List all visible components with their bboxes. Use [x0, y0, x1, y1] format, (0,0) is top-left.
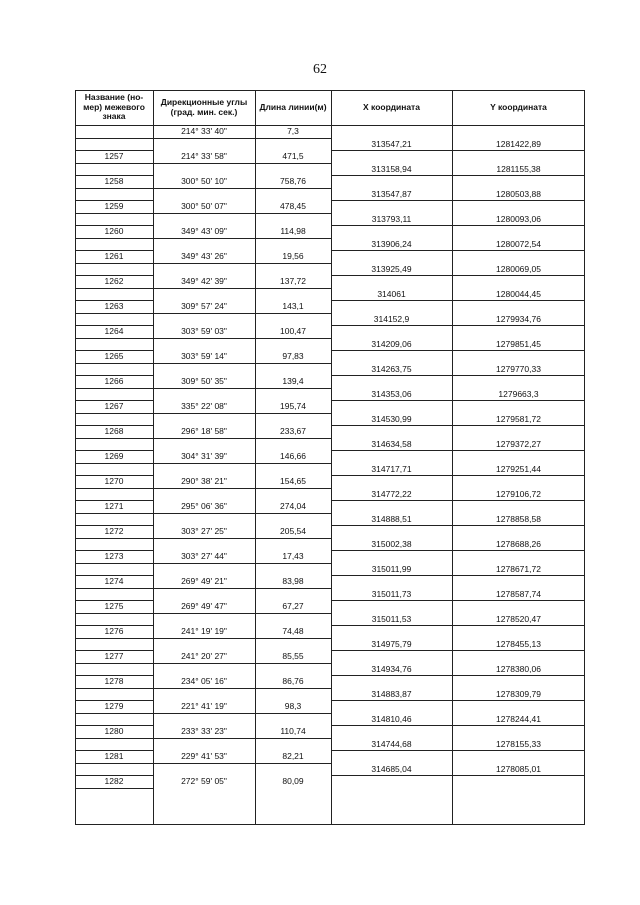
y-coordinate-cell: 1278380,06: [496, 663, 541, 674]
x-coordinate-cell: 314530,99: [371, 413, 412, 424]
direction-angle-cell: 303° 27' 25": [181, 526, 227, 536]
coordinate-column-rule: [331, 525, 585, 526]
segment-column-rule: [153, 388, 331, 389]
y-coordinate-cell: 1279770,33: [496, 363, 541, 374]
x-coordinate-cell: 314209,06: [371, 338, 412, 349]
y-coordinate-cell: 1278858,58: [496, 513, 541, 524]
direction-angle-cell: 304° 31' 39": [181, 451, 227, 461]
segment-column-rule: [153, 463, 331, 464]
direction-angle-cell: 229° 41' 53": [181, 751, 227, 761]
name-column-subrule: [75, 313, 153, 314]
y-coordinate-cell: 1278085,01: [496, 763, 541, 774]
header-y: Y координата: [490, 101, 547, 112]
direction-angle-cell: 309° 50' 35": [181, 376, 227, 386]
segment-column-rule: [153, 338, 331, 339]
name-column-subrule: [75, 213, 153, 214]
y-coordinate-cell: 1278671,72: [496, 563, 541, 574]
boundary-mark-name: 1270: [104, 476, 124, 486]
boundary-mark-name: 1258: [104, 176, 124, 186]
x-coordinate-cell: 314975,79: [371, 638, 412, 649]
boundary-mark-name: 1277: [104, 651, 124, 661]
line-length-cell: 7,3: [287, 126, 299, 136]
line-length-cell: 19,56: [282, 251, 304, 261]
line-length-cell: 114,98: [280, 226, 306, 236]
name-column-subrule: [75, 413, 153, 414]
line-length-cell: 86,76: [282, 676, 304, 686]
coordinates-table: [75, 90, 585, 825]
name-column-subrule: [75, 713, 153, 714]
line-length-cell: 82,21: [282, 751, 304, 761]
direction-angle-cell: 214° 33' 40": [181, 126, 227, 136]
name-column-subrule: [75, 438, 153, 439]
y-coordinate-cell: 1278309,79: [496, 688, 541, 699]
boundary-mark-name: 1267: [104, 401, 124, 411]
segment-column-rule: [153, 288, 331, 289]
name-column-subrule: [75, 613, 153, 614]
header-separator: [75, 125, 585, 126]
segment-column-rule: [153, 663, 331, 664]
direction-angle-cell: 349° 43' 09": [181, 226, 227, 236]
x-coordinate-cell: 315011,99: [371, 563, 412, 574]
x-coordinate-cell: 314888,51: [371, 513, 412, 524]
line-length-cell: 83,98: [282, 576, 304, 586]
coordinate-column-rule: [331, 350, 585, 351]
y-coordinate-cell: 1280093,06: [496, 213, 541, 224]
direction-angle-cell: 241° 19' 19": [181, 626, 227, 636]
x-coordinate-cell: 315002,38: [371, 538, 412, 549]
line-length-cell: 139,4: [282, 376, 304, 386]
x-coordinate-cell: 314353,06: [371, 388, 412, 399]
x-coordinate-cell: 315011,73: [371, 588, 412, 599]
line-length-cell: 100,47: [280, 326, 306, 336]
y-coordinate-cell: 1278688,26: [496, 538, 541, 549]
segment-column-rule: [153, 638, 331, 639]
coordinate-column-rule: [331, 400, 585, 401]
x-coordinate-cell: 314810,46: [371, 713, 412, 724]
boundary-mark-name: 1271: [104, 501, 124, 511]
x-coordinate-cell: 313547,87: [371, 188, 412, 199]
boundary-mark-name: 1282: [104, 776, 124, 786]
coordinate-column-rule: [331, 300, 585, 301]
x-coordinate-cell: 313793,11: [371, 213, 412, 224]
line-length-cell: 110,74: [280, 726, 306, 736]
segment-column-rule: [153, 688, 331, 689]
boundary-mark-name: 1281: [104, 751, 124, 761]
name-column-subrule: [75, 788, 153, 789]
y-coordinate-cell: 1281155,38: [496, 163, 541, 174]
column-divider: [153, 90, 154, 825]
coordinate-column-rule: [331, 600, 585, 601]
header-name: Название (но-мер) межевого знака: [83, 92, 145, 122]
coordinate-column-rule: [331, 450, 585, 451]
x-coordinate-cell: 314152,9: [373, 313, 410, 324]
line-length-cell: 205,54: [280, 526, 306, 536]
x-coordinate-cell: 313547,21: [371, 138, 412, 149]
boundary-mark-name: 1266: [104, 376, 124, 386]
segment-column-rule: [153, 413, 331, 414]
coordinate-column-rule: [331, 150, 585, 151]
header-angle: Дирекционные углы (град. мин. сек.): [160, 97, 248, 117]
direction-angle-cell: 300° 50' 07": [181, 201, 227, 211]
name-column-subrule: [75, 188, 153, 189]
name-column-subrule: [75, 463, 153, 464]
x-coordinate-cell: 314744,68: [371, 738, 412, 749]
header-x: X координата: [363, 101, 420, 112]
boundary-mark-name: 1260: [104, 226, 124, 236]
segment-column-rule: [153, 763, 331, 764]
name-column-subrule: [75, 488, 153, 489]
direction-angle-cell: 295° 06' 36": [181, 501, 227, 511]
x-coordinate-cell: 313158,94: [371, 163, 412, 174]
boundary-mark-name: 1274: [104, 576, 124, 586]
segment-column-rule: [153, 163, 331, 164]
line-length-cell: 233,67: [280, 426, 306, 436]
coordinate-column-rule: [331, 175, 585, 176]
line-length-cell: 97,83: [282, 351, 304, 361]
y-coordinate-cell: 1279934,76: [496, 313, 541, 324]
y-coordinate-cell: 1279851,45: [496, 338, 541, 349]
line-length-cell: 85,55: [282, 651, 304, 661]
name-column-subrule: [75, 263, 153, 264]
segment-column-rule: [153, 488, 331, 489]
segment-column-rule: [153, 738, 331, 739]
boundary-mark-name: 1279: [104, 701, 124, 711]
x-coordinate-cell: 314263,75: [371, 363, 412, 374]
direction-angle-cell: 296° 18' 58": [181, 426, 227, 436]
direction-angle-cell: 349° 42' 39": [181, 276, 227, 286]
boundary-mark-name: 1272: [104, 526, 124, 536]
y-coordinate-cell: 1280044,45: [496, 288, 541, 299]
line-length-cell: 146,66: [280, 451, 306, 461]
y-coordinate-cell: 1279663,3: [498, 388, 539, 399]
boundary-mark-name: 1264: [104, 326, 124, 336]
line-length-cell: 67,27: [282, 601, 304, 611]
line-length-cell: 74,48: [282, 626, 304, 636]
name-column-subrule: [75, 588, 153, 589]
segment-column-rule: [153, 563, 331, 564]
direction-angle-cell: 309° 57' 24": [181, 301, 227, 311]
direction-angle-cell: 269° 49' 21": [181, 576, 227, 586]
segment-column-rule: [153, 713, 331, 714]
coordinate-column-rule: [331, 675, 585, 676]
name-column-subrule: [75, 538, 153, 539]
y-coordinate-cell: 1281422,89: [496, 138, 541, 149]
segment-column-rule: [153, 538, 331, 539]
boundary-mark-name: 1280: [104, 726, 124, 736]
direction-angle-cell: 290° 38' 21": [181, 476, 227, 486]
line-length-cell: 471,5: [282, 151, 304, 161]
segment-column-rule: [153, 513, 331, 514]
y-coordinate-cell: 1278587,74: [496, 588, 541, 599]
name-column-subrule: [75, 638, 153, 639]
coordinate-column-rule: [331, 500, 585, 501]
name-column-subrule: [75, 238, 153, 239]
coordinate-column-rule: [331, 250, 585, 251]
line-length-cell: 195,74: [280, 401, 306, 411]
direction-angle-cell: 234° 05' 16": [181, 676, 227, 686]
line-length-cell: 274,04: [280, 501, 306, 511]
x-coordinate-cell: 314934,76: [371, 663, 412, 674]
coordinate-column-rule: [331, 750, 585, 751]
name-column-subrule: [75, 138, 153, 139]
line-length-cell: 758,76: [280, 176, 306, 186]
direction-angle-cell: 303° 27' 44": [181, 551, 227, 561]
segment-column-rule: [153, 613, 331, 614]
y-coordinate-cell: 1280069,05: [496, 263, 541, 274]
header-length: Длина линии(м): [259, 101, 327, 112]
boundary-mark-name: 1276: [104, 626, 124, 636]
boundary-mark-name: 1269: [104, 451, 124, 461]
y-coordinate-cell: 1279106,72: [496, 488, 541, 499]
direction-angle-cell: 269° 49' 47": [181, 601, 227, 611]
line-length-cell: 478,45: [280, 201, 306, 211]
name-column-subrule: [75, 388, 153, 389]
name-column-subrule: [75, 563, 153, 564]
page-number: 62: [313, 62, 327, 77]
coordinate-column-rule: [331, 700, 585, 701]
coordinate-column-rule: [331, 725, 585, 726]
y-coordinate-cell: 1278455,13: [496, 638, 541, 649]
segment-column-rule: [153, 188, 331, 189]
boundary-mark-name: 1268: [104, 426, 124, 436]
line-length-cell: 17,43: [282, 551, 304, 561]
name-column-subrule: [75, 513, 153, 514]
direction-angle-cell: 221° 41' 19": [181, 701, 227, 711]
coordinate-column-rule: [331, 225, 585, 226]
coordinate-column-rule: [331, 650, 585, 651]
name-column-subrule: [75, 663, 153, 664]
boundary-mark-name: 1257: [104, 151, 124, 161]
coordinate-column-rule: [331, 475, 585, 476]
boundary-mark-name: 1263: [104, 301, 124, 311]
direction-angle-cell: 300° 50' 10": [181, 176, 227, 186]
coordinate-column-rule: [331, 375, 585, 376]
segment-column-rule: [153, 363, 331, 364]
column-divider: [255, 90, 256, 825]
direction-angle-cell: 335° 22' 08": [181, 401, 227, 411]
name-column-subrule: [75, 338, 153, 339]
x-coordinate-cell: 315011,53: [371, 613, 412, 624]
boundary-mark-name: 1259: [104, 201, 124, 211]
direction-angle-cell: 349° 43' 26": [181, 251, 227, 261]
segment-column-rule: [153, 588, 331, 589]
boundary-mark-name: 1261: [104, 251, 124, 261]
x-coordinate-cell: 314772,22: [371, 488, 412, 499]
table-border-bottom: [75, 824, 585, 825]
direction-angle-cell: 303° 59' 03": [181, 326, 227, 336]
line-length-cell: 80,09: [282, 776, 304, 786]
y-coordinate-cell: 1279251,44: [496, 463, 541, 474]
name-column-subrule: [75, 688, 153, 689]
direction-angle-cell: 303° 59' 14": [181, 351, 227, 361]
boundary-mark-name: 1262: [104, 276, 124, 286]
boundary-mark-name: 1265: [104, 351, 124, 361]
segment-column-rule: [153, 138, 331, 139]
coordinate-column-rule: [331, 425, 585, 426]
direction-angle-cell: 214° 33' 58": [181, 151, 227, 161]
name-column-subrule: [75, 288, 153, 289]
boundary-mark-name: 1275: [104, 601, 124, 611]
y-coordinate-cell: 1280503,88: [496, 188, 541, 199]
y-coordinate-cell: 1278244,41: [496, 713, 541, 724]
coordinate-column-rule: [331, 775, 585, 776]
boundary-mark-name: 1273: [104, 551, 124, 561]
segment-column-rule: [153, 213, 331, 214]
direction-angle-cell: 241° 20' 27": [181, 651, 227, 661]
y-coordinate-cell: 1279581,72: [496, 413, 541, 424]
direction-angle-cell: 233° 33' 23": [181, 726, 227, 736]
y-coordinate-cell: 1280072,54: [496, 238, 541, 249]
name-column-subrule: [75, 763, 153, 764]
x-coordinate-cell: 314634,58: [371, 438, 412, 449]
segment-column-rule: [153, 313, 331, 314]
y-coordinate-cell: 1278520,47: [496, 613, 541, 624]
y-coordinate-cell: 1279372,27: [496, 438, 541, 449]
coordinate-column-rule: [331, 625, 585, 626]
name-column-subrule: [75, 738, 153, 739]
x-coordinate-cell: 314883,87: [371, 688, 412, 699]
name-column-subrule: [75, 163, 153, 164]
line-length-cell: 143,1: [282, 301, 304, 311]
x-coordinate-cell: 314717,71: [371, 463, 412, 474]
direction-angle-cell: 272° 59' 05": [181, 776, 227, 786]
boundary-mark-name: 1278: [104, 676, 124, 686]
line-length-cell: 154,65: [280, 476, 306, 486]
coordinate-column-rule: [331, 200, 585, 201]
coordinate-column-rule: [331, 275, 585, 276]
coordinate-column-rule: [331, 325, 585, 326]
x-coordinate-cell: 313906,24: [371, 238, 412, 249]
x-coordinate-cell: 314685,04: [371, 763, 412, 774]
line-length-cell: 137,72: [280, 276, 306, 286]
x-coordinate-cell: 313925,49: [371, 263, 412, 274]
line-length-cell: 98,3: [284, 701, 302, 711]
segment-column-rule: [153, 238, 331, 239]
coordinate-column-rule: [331, 550, 585, 551]
coordinate-column-rule: [331, 575, 585, 576]
segment-column-rule: [153, 263, 331, 264]
y-coordinate-cell: 1278155,33: [496, 738, 541, 749]
name-column-subrule: [75, 363, 153, 364]
x-coordinate-cell: 314061: [377, 288, 406, 299]
segment-column-rule: [153, 438, 331, 439]
